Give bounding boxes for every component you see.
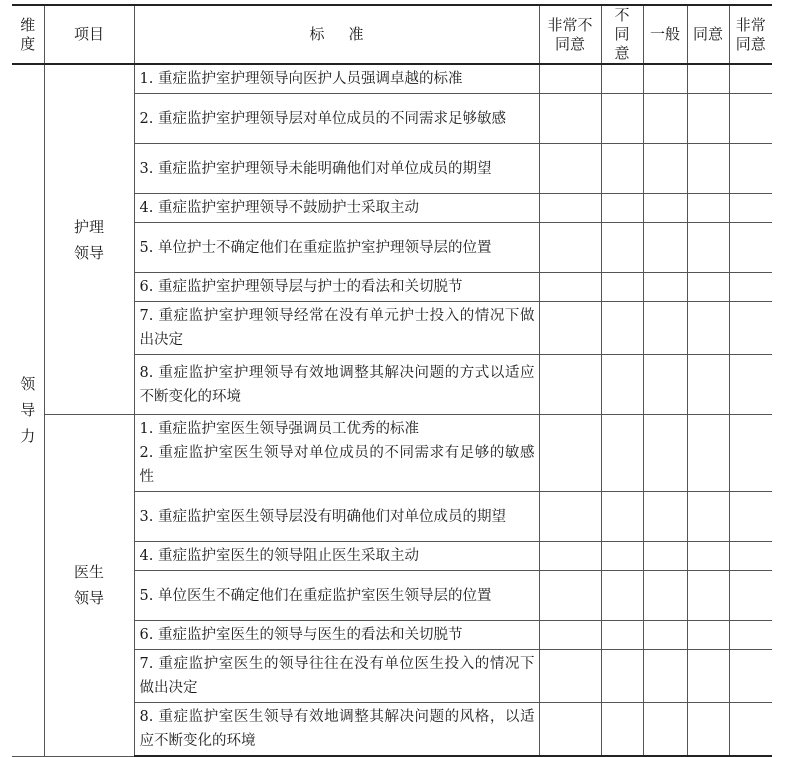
rating-cell[interactable]	[687, 542, 729, 571]
criterion-cell	[134, 273, 539, 302]
rating-cell[interactable]	[601, 273, 643, 302]
criterion-text: 7. 重症监护室护理领导经常在没有单元护士投入的情况下做出决定	[139, 308, 535, 348]
criterion-cell	[134, 650, 539, 703]
header-standard: 标准	[134, 5, 539, 64]
rating-cell[interactable]	[687, 571, 729, 621]
rating-cell[interactable]	[729, 621, 772, 650]
rating-cell[interactable]	[687, 302, 729, 355]
rating-cell[interactable]	[601, 492, 643, 542]
group-label: 护理领导	[73, 217, 104, 262]
group-cell	[44, 415, 134, 757]
rating-cell[interactable]	[687, 223, 729, 273]
rating-cell[interactable]	[687, 94, 729, 144]
rating-cell[interactable]	[643, 621, 687, 650]
criterion-cell	[134, 64, 539, 94]
dimension-label: 领导力	[20, 375, 36, 446]
header-item: 项目	[44, 5, 134, 64]
rating-cell[interactable]	[643, 650, 687, 703]
rating-cell[interactable]	[643, 542, 687, 571]
header-option-disagree: 不同意	[601, 5, 643, 64]
rating-cell[interactable]	[539, 621, 601, 650]
rating-cell[interactable]	[539, 650, 601, 703]
rating-cell[interactable]	[643, 355, 687, 415]
criterion-text: 2. 重症监护室医生领导对单位成员的不同需求有足够的敏感性	[139, 445, 535, 485]
rating-cell[interactable]	[539, 571, 601, 621]
rating-cell[interactable]	[643, 703, 687, 757]
group-cell	[44, 64, 134, 415]
rating-cell[interactable]	[643, 273, 687, 302]
rating-cell[interactable]	[539, 492, 601, 542]
rating-cell[interactable]	[539, 302, 601, 355]
rating-cell[interactable]	[729, 194, 772, 223]
rating-cell[interactable]	[729, 650, 772, 703]
criterion-text: 6. 重症监护室医生的领导与医生的看法和关切脱节	[139, 627, 463, 643]
criterion-text: 6. 重症监护室护理领导层与护士的看法和关切脱节	[139, 279, 463, 295]
survey-body	[12, 64, 772, 756]
rating-cell[interactable]	[687, 273, 729, 302]
rating-cell[interactable]	[729, 703, 772, 757]
rating-cell[interactable]	[643, 223, 687, 273]
header-option-strongly-agree: 非常同意	[729, 5, 772, 64]
rating-cell[interactable]	[601, 703, 643, 757]
rating-cell[interactable]	[729, 415, 772, 492]
rating-cell[interactable]	[601, 223, 643, 273]
rating-cell[interactable]	[687, 703, 729, 757]
rating-cell[interactable]	[687, 194, 729, 223]
header-option-agree: 同意	[687, 5, 729, 64]
rating-cell[interactable]	[729, 302, 772, 355]
rating-cell[interactable]	[539, 415, 601, 492]
rating-cell[interactable]	[601, 194, 643, 223]
rating-cell[interactable]	[601, 542, 643, 571]
criterion-text: 7. 重症监护室医生的领导往往在没有单位医生投入的情况下做出决定	[139, 656, 535, 696]
criterion-text: 4. 重症监护室护理领导不鼓励护士采取主动	[139, 200, 419, 216]
criterion-cell	[134, 621, 539, 650]
criterion-text: 5. 单位医生不确定他们在重症监护室医生领导层的位置	[139, 587, 492, 604]
rating-cell[interactable]	[539, 542, 601, 571]
criterion-cell	[134, 703, 539, 757]
rating-cell[interactable]	[729, 223, 772, 273]
rating-cell[interactable]	[643, 492, 687, 542]
rating-cell[interactable]	[687, 355, 729, 415]
rating-cell[interactable]	[601, 94, 643, 144]
criterion-text: 3. 重症监护室护理领导未能明确他们对单位成员的期望	[139, 160, 492, 177]
rating-cell[interactable]	[601, 571, 643, 621]
criterion-cell	[134, 492, 539, 542]
rating-cell[interactable]	[729, 355, 772, 415]
rating-cell[interactable]	[601, 650, 643, 703]
criterion-cell	[134, 194, 539, 223]
rating-cell[interactable]	[729, 571, 772, 621]
rating-cell[interactable]	[729, 64, 772, 94]
criterion-cell	[134, 223, 539, 273]
rating-cell[interactable]	[539, 273, 601, 302]
survey-row	[12, 415, 772, 492]
rating-cell[interactable]	[729, 492, 772, 542]
rating-cell[interactable]	[643, 94, 687, 144]
rating-cell[interactable]	[687, 415, 729, 492]
header-row	[12, 5, 772, 64]
rating-cell[interactable]	[539, 64, 601, 94]
rating-cell[interactable]	[687, 144, 729, 194]
header-option-neutral: 一般	[643, 5, 687, 64]
rating-cell[interactable]	[687, 621, 729, 650]
criterion-cell	[134, 571, 539, 621]
rating-cell[interactable]	[539, 355, 601, 415]
criterion-text: 8. 重症监护室医生领导有效地调整其解决问题的风格，以适应不断变化的环境	[139, 709, 535, 749]
rating-cell[interactable]	[643, 571, 687, 621]
rating-cell[interactable]	[643, 144, 687, 194]
rating-cell[interactable]	[601, 144, 643, 194]
rating-cell[interactable]	[601, 355, 643, 415]
rating-cell[interactable]	[729, 542, 772, 571]
criterion-text: 2. 重症监护室护理领导层对单位成员的不同需求足够敏感	[139, 110, 506, 127]
header-option-strongly-disagree: 非常不同意	[539, 5, 601, 64]
criterion-cell	[134, 415, 539, 492]
survey-table	[12, 4, 772, 757]
rating-cell[interactable]	[729, 94, 772, 144]
criterion-cell	[134, 144, 539, 194]
rating-cell[interactable]	[539, 703, 601, 757]
rating-cell[interactable]	[539, 144, 601, 194]
rating-cell[interactable]	[643, 302, 687, 355]
rating-cell[interactable]	[729, 273, 772, 302]
criterion-text: 1. 重症监护室护理领导向医护人员强调卓越的标准	[139, 71, 463, 87]
rating-cell[interactable]	[601, 64, 643, 94]
group-label: 医生领导	[73, 563, 104, 608]
criterion-text: 4. 重症监护室医生的领导阻止医生采取主动	[139, 548, 419, 564]
rating-cell[interactable]	[539, 223, 601, 273]
rating-cell[interactable]	[643, 415, 687, 492]
rating-cell[interactable]	[643, 194, 687, 223]
rating-cell[interactable]	[539, 94, 601, 144]
rating-cell[interactable]	[729, 144, 772, 194]
criterion-text: 3. 重症监护室医生领导层没有明确他们对单位成员的期望	[139, 508, 506, 525]
criterion-cell	[134, 302, 539, 355]
rating-cell[interactable]	[687, 650, 729, 703]
rating-cell[interactable]	[643, 64, 687, 94]
header-dimension: 维度	[12, 5, 44, 64]
criterion-text: 8. 重症监护室护理领导有效地调整其解决问题的方式以适应不断变化的环境	[139, 364, 535, 405]
criterion-cell	[134, 542, 539, 571]
rating-cell[interactable]	[601, 621, 643, 650]
rating-cell[interactable]	[687, 64, 729, 94]
criterion-text: 5. 单位护士不确定他们在重症监护室护理领导层的位置	[139, 239, 492, 256]
dimension-cell	[12, 64, 44, 756]
criterion-cell	[134, 94, 539, 144]
criterion-text: 1. 重症监护室医生领导强调员工优秀的标准	[139, 421, 419, 437]
rating-cell[interactable]	[687, 492, 729, 542]
rating-cell[interactable]	[539, 194, 601, 223]
survey-row	[12, 64, 772, 94]
rating-cell[interactable]	[601, 302, 643, 355]
rating-cell[interactable]	[601, 415, 643, 492]
criterion-cell	[134, 355, 539, 415]
